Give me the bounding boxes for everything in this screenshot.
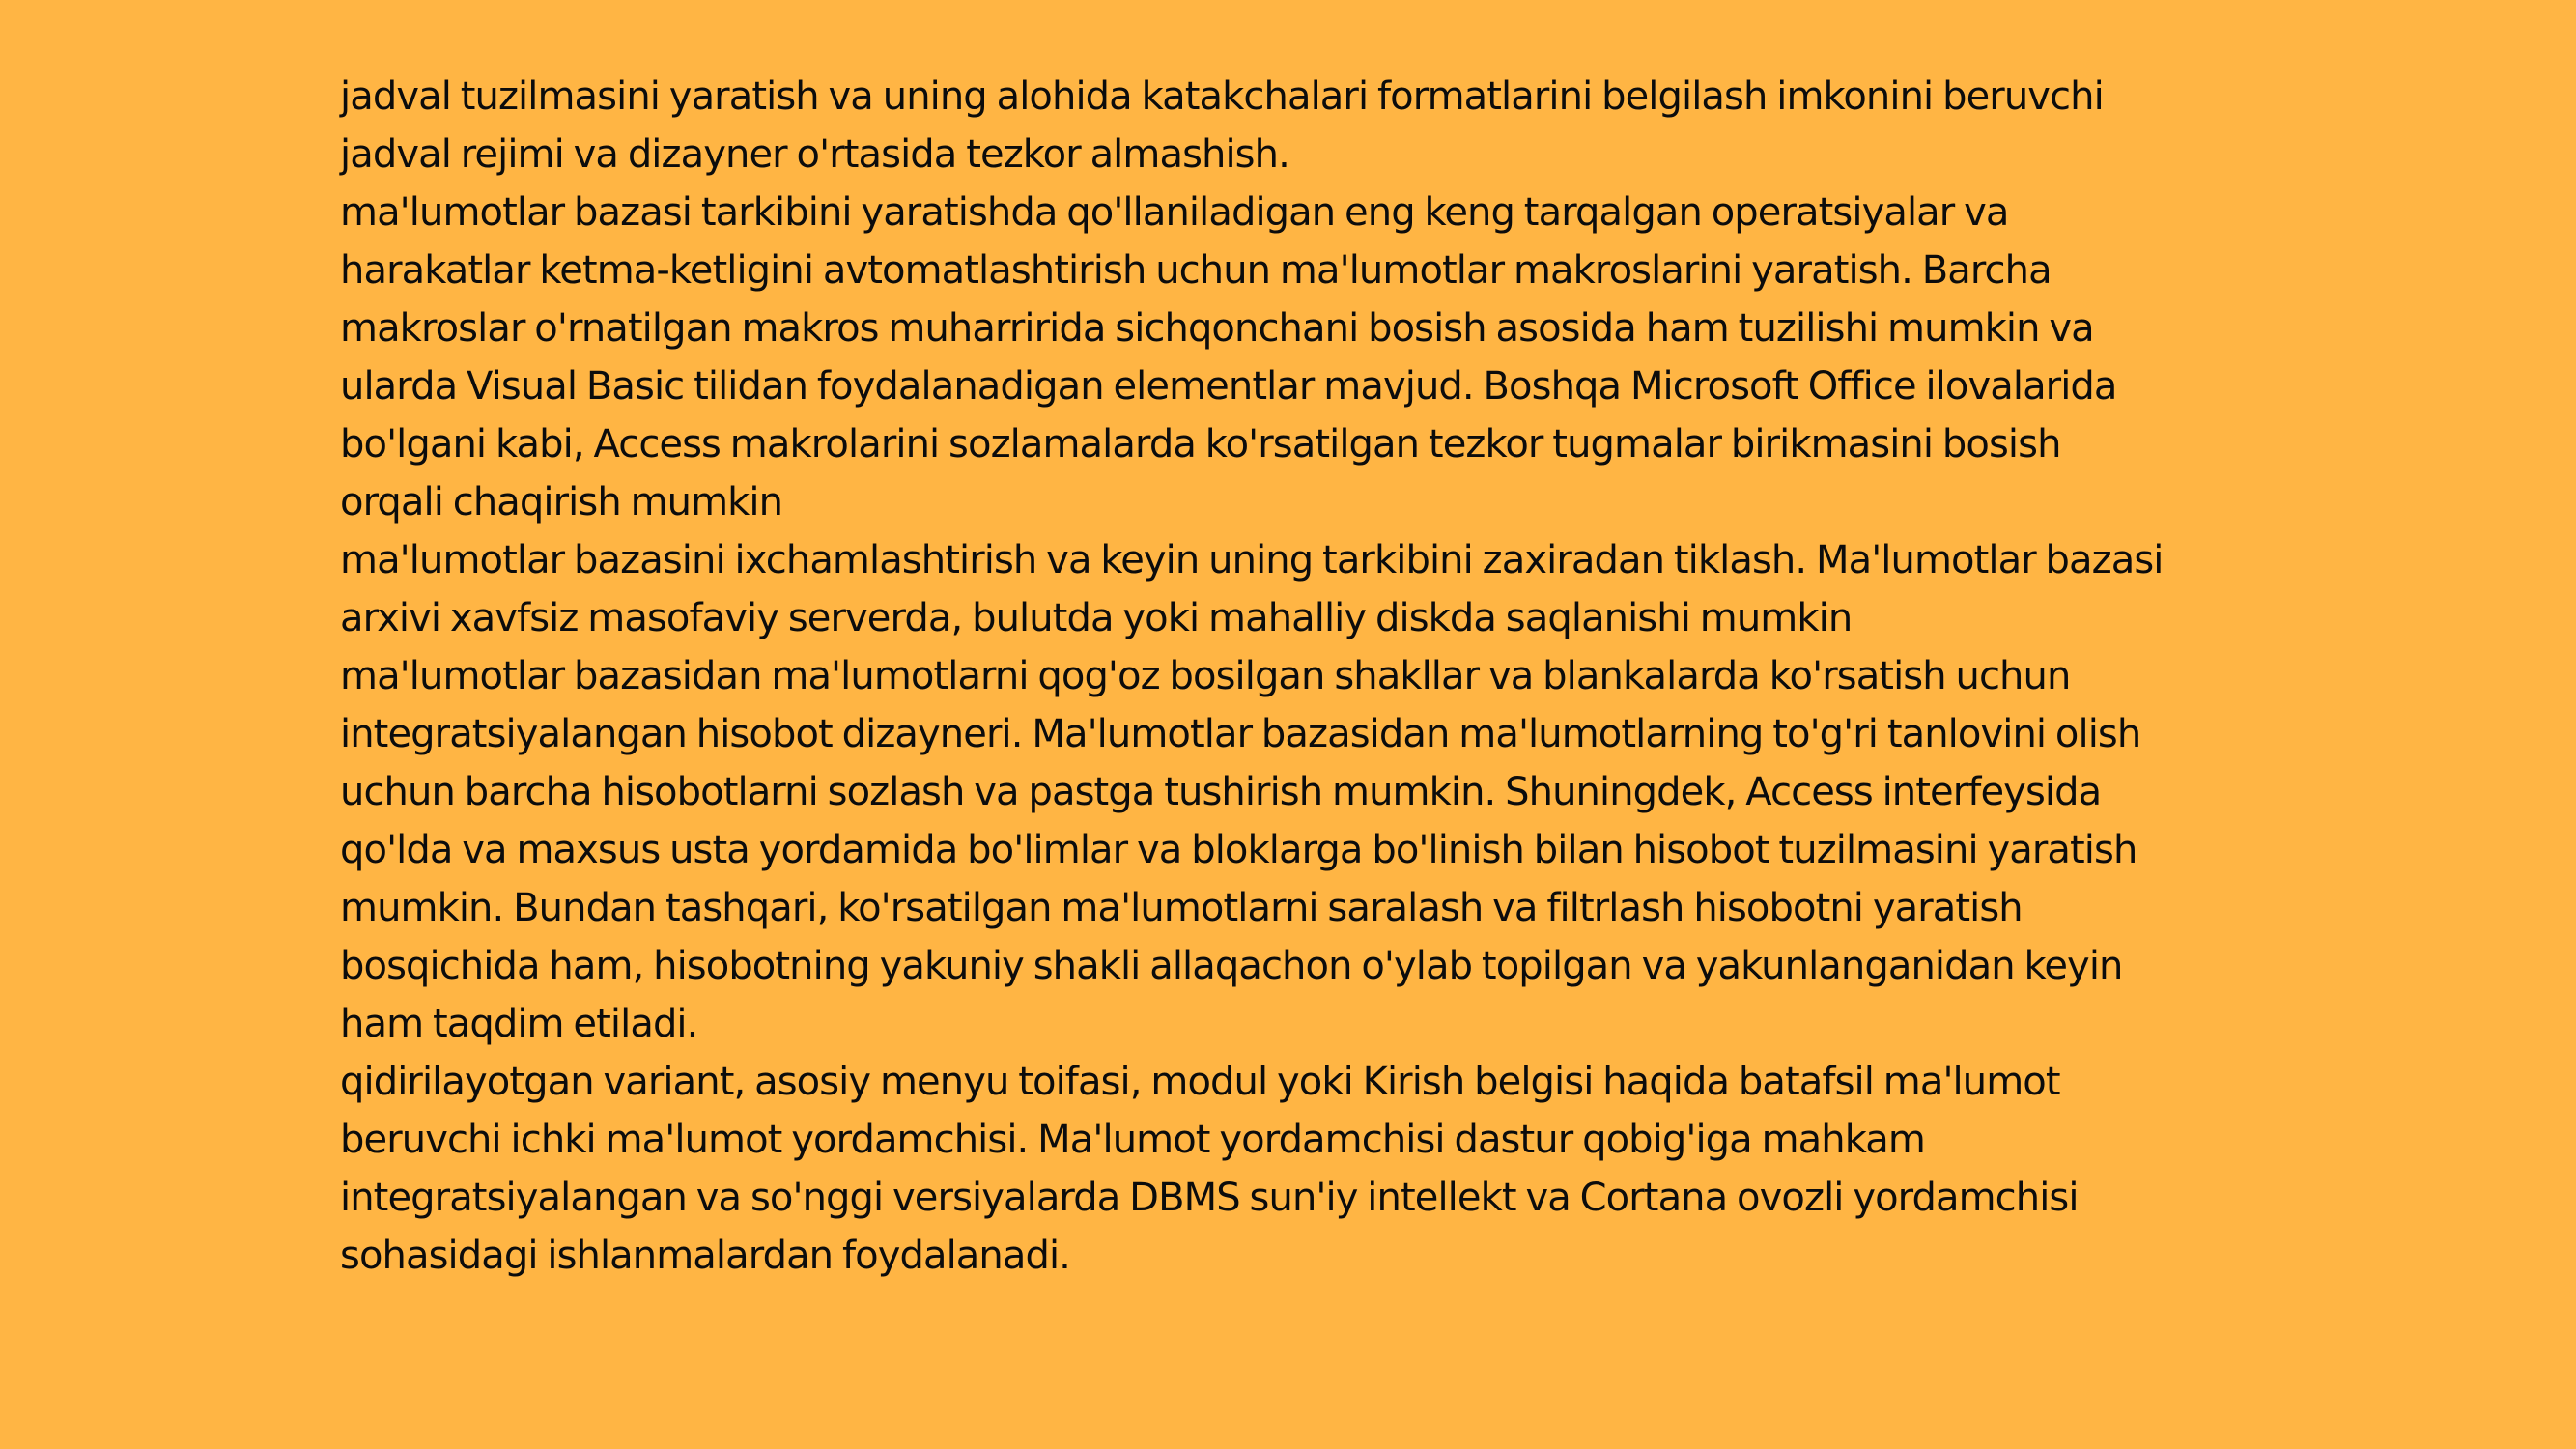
paragraph-table-mode: [340, 68, 2272, 184]
text-line: ma'lumotlar bazasini ixchamlashtirish va keyin uning tarkibini zaxiradan tiklash. Ma'lumotlar bazasi: [340, 538, 2164, 582]
body-text: [340, 68, 2272, 1285]
text-line: qidirilayotgan variant, asosiy menyu toifasi, modul yoki Kirish belgisi haqida batafsil ma'lumot: [340, 1060, 2060, 1104]
paragraph-help-assistant: [340, 1053, 2272, 1285]
text-line: ularda Visual Basic tilidan foydalanadigan elementlar mavjud. Boshqa Microsoft Office ilovalarida: [340, 364, 2117, 409]
text-line: arxivi xavfsiz masofaviy serverda, bulutda yoki mahalliy diskda saqlanishi mumkin: [340, 596, 1853, 640]
text-line: bo'lgani kabi, Access makrolarini sozlamalarda ko'rsatilgan tezkor tugmalar birikmasini bosish: [340, 422, 2061, 467]
text-line: ham taqdim etiladi.: [340, 1002, 698, 1046]
text-line: integratsiyalangan va so'nggi versiyalarda DBMS sun'iy intellekt va Cortana ovozli yordamchisi: [340, 1176, 2079, 1220]
text-line: qo'lda va maxsus usta yordamida bo'limlar va bloklarga bo'linish bilan hisobot tuzilmasini yaratish: [340, 828, 2137, 872]
text-line: harakatlar ketma-ketligini avtomatlashtirish uchun ma'lumotlar makroslarini yaratish. Barcha: [340, 248, 2052, 293]
text-line: uchun barcha hisobotlarni sozlash va pastga tushirish mumkin. Shuningdek, Access interfeysida: [340, 770, 2102, 814]
paragraph-backup: [340, 531, 2272, 647]
text-line: mumkin. Bundan tashqari, ko'rsatilgan ma'lumotlarni saralash va filtrlash hisobotni yaratish: [340, 886, 2023, 930]
text-line: integratsiyalangan hisobot dizayneri. Ma'lumotlar bazasidan ma'lumotlarning to'g'ri tanlovini olish: [340, 712, 2141, 756]
text-line: bosqichida ham, hisobotning yakuniy shakli allaqachon o'ylab topilgan va yakunlanganidan keyin: [340, 944, 2123, 988]
text-line: jadval tuzilmasini yaratish va uning alohida katakchalari formatlarini belgilash imkonini beruvchi: [340, 74, 2104, 119]
paragraph-macros: [340, 184, 2272, 531]
text-line: sohasidagi ishlanmalardan foydalanadi.: [340, 1234, 1070, 1278]
text-line: makroslar o'rnatilgan makros muharririda sichqonchani bosish asosida ham tuzilishi mumkin va: [340, 306, 2094, 351]
paragraph-report-designer: [340, 647, 2272, 1053]
text-line: ma'lumotlar bazasidan ma'lumotlarni qog'oz bosilgan shakllar va blankalarda ko'rsatish uchun: [340, 654, 2071, 698]
text-line: beruvchi ichki ma'lumot yordamchisi. Ma'lumot yordamchisi dastur qobig'iga mahkam: [340, 1118, 1925, 1162]
text-line: jadval rejimi va dizayner o'rtasida tezkor almashish.: [340, 132, 1289, 177]
text-line: orqali chaqirish mumkin: [340, 480, 783, 525]
text-line: ma'lumotlar bazasi tarkibini yaratishda qo'llaniladigan eng keng tarqalgan operatsiyalar va: [340, 190, 2009, 235]
